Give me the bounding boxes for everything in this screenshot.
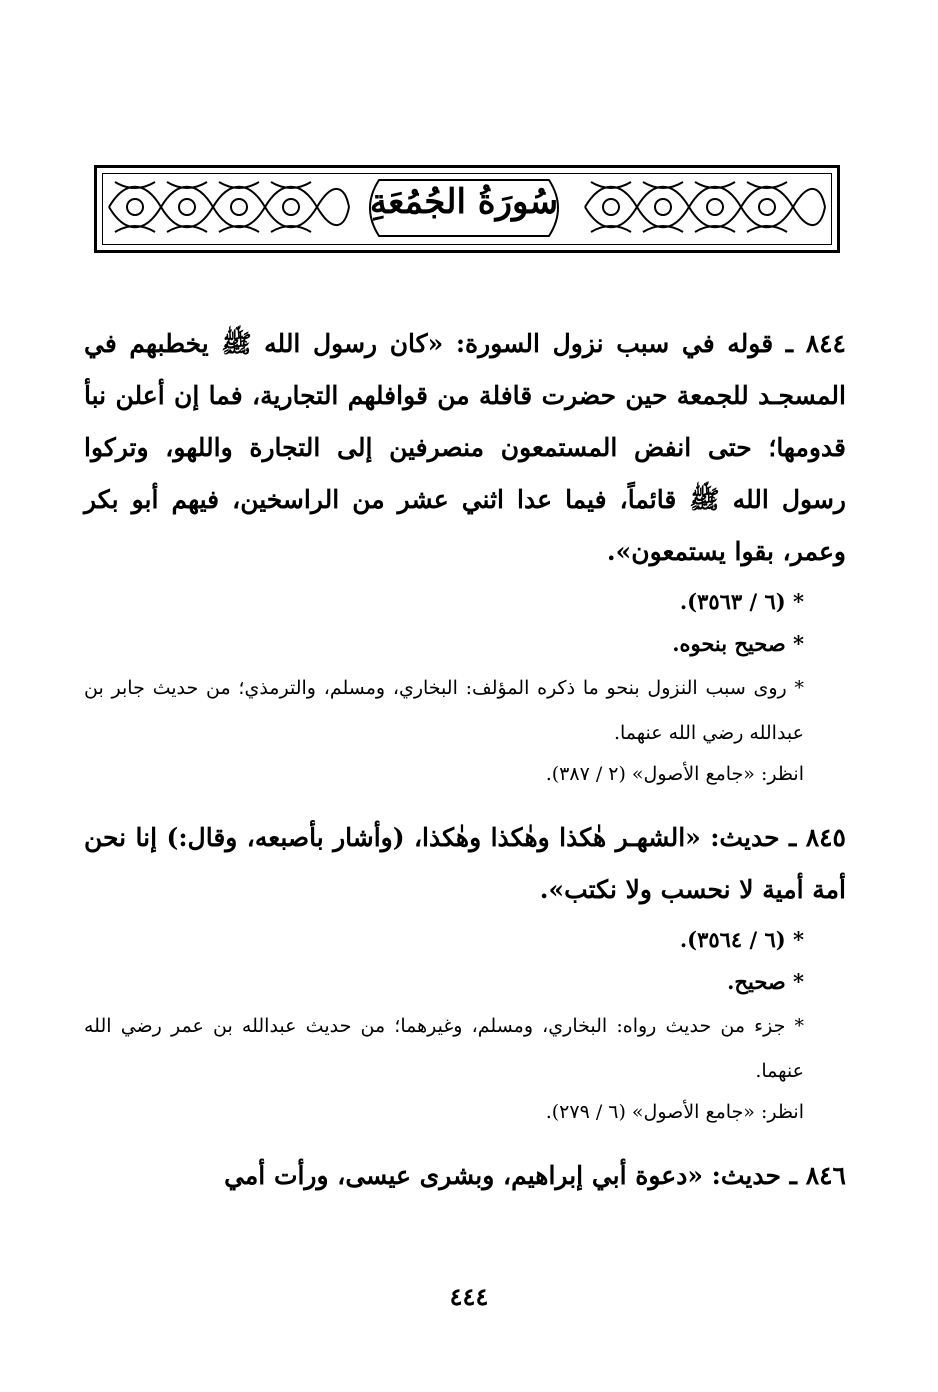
- entry-grade: * صحيح.: [727, 969, 804, 994]
- entry-text: ٨٤٤ ـ قوله في سبب نزول السورة: «كان رسول الله ﷺ يخطبهم في المسجـد للجمعة حين حضرت قافلة من قوافلهم التجارية، فما إن أعلن نبأ قدومها؛ حتى انفض المستمعون منصرفين إلى التجارة واللهو، وتركوا رسول الله ﷺ قائماً، فيما عدا اثني عشر من الراسخين، فيهم أبو بكر وعمر، بقوا يستمعون».: [84, 329, 846, 566]
- entry-text: ٨٤٥ ـ حديث: «الشهـر هٰكذا وهٰكذا وهٰكذا، (وأشار بأصبعه، وقال:) إنا نحن أمة أمية لا نحسب ولا نكتب».: [84, 823, 846, 904]
- entry-845: [84, 812, 846, 1128]
- entry-reference: * (٦ / ٣٥٦٣).: [679, 589, 804, 614]
- left-ornament-icon: [105, 176, 353, 238]
- entry-reference: * (٦ / ٣٥٦٤).: [679, 927, 804, 952]
- surah-header-banner: [94, 165, 840, 253]
- entry-source: انظر: «جامع الأصول» (٦ / ٢٧٩).: [545, 1101, 804, 1123]
- entry-source: انظر: «جامع الأصول» (٢ / ٣٨٧).: [545, 763, 804, 785]
- entry-846: [84, 1150, 846, 1202]
- entry-note: * روى سبب النزول بنحو ما ذكره المؤلف: البخاري، ومسلم، والترمذي؛ من حديث جابر بن عبدالله رضي الله عنهما.: [84, 677, 804, 744]
- page-content: [84, 318, 846, 1202]
- surah-title: سُورَةُ الجُمُعَةِ: [369, 182, 559, 222]
- entry-grade: * صحيح بنحوه.: [672, 631, 804, 656]
- entry-note: * جزء من حديث رواه: البخاري، ومسلم، وغيرهما؛ من حديث عبدالله بن عمر رضي الله عنهما.: [84, 1015, 804, 1082]
- entry-844: [84, 318, 846, 790]
- page-number: ٤٤٤: [449, 1282, 489, 1311]
- entry-text: ٨٤٦ ـ حديث: «دعوة أبي إبراهيم، وبشرى عيسى، ورأت أمي: [224, 1161, 846, 1190]
- right-ornament-icon: [581, 176, 829, 238]
